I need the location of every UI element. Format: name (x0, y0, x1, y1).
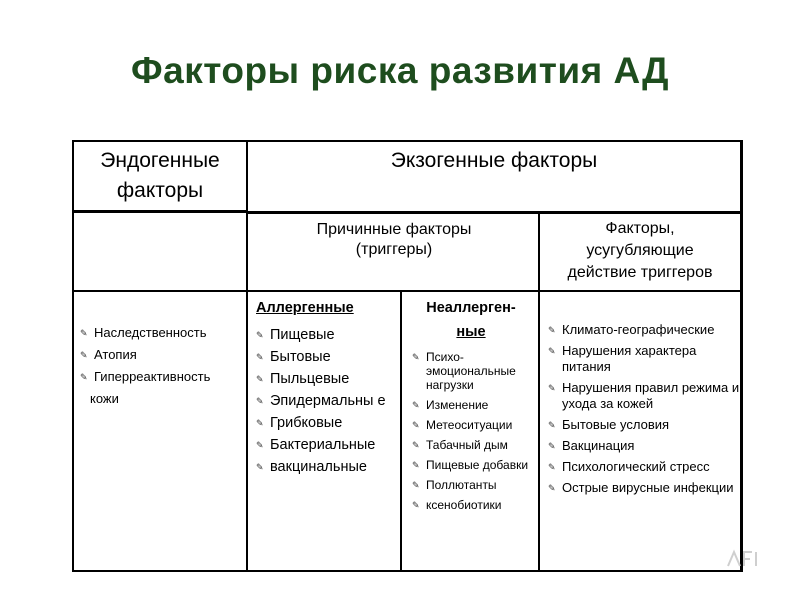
list-item-label: Табачный дым (426, 438, 508, 452)
pen-bullet-icon: ✎ (80, 372, 88, 382)
pen-bullet-icon: ✎ (548, 462, 556, 472)
pen-bullet-icon: ✎ (412, 352, 420, 362)
table-border-top (72, 140, 742, 142)
list-item-label: Поллютанты (426, 478, 497, 492)
list-item-label: Нарушения правил режима и ухода за кожей (562, 380, 740, 411)
nonallergenic-heading-line1: Неаллерген- (426, 300, 516, 316)
pen-bullet-icon: ✎ (548, 441, 556, 451)
pen-bullet-icon: ✎ (256, 352, 264, 362)
exogenous-header: Экзогенные факторы (390, 149, 598, 172)
list-item-label: Грибковые (270, 415, 343, 431)
list-item (256, 390, 396, 412)
aggravating-list (548, 322, 740, 501)
list-item-label: Атопия (94, 347, 137, 362)
list-item (412, 498, 540, 512)
subheader-bottom (72, 290, 742, 292)
list-item-label: Вакцинация (562, 438, 635, 453)
list-item (548, 322, 740, 338)
pen-bullet-icon: ✎ (548, 483, 556, 493)
list-item (412, 438, 540, 452)
list-item-label: Наследственность (94, 325, 207, 340)
list-item-label: Изменение (426, 398, 489, 412)
list-item-label: Психо-эмоциональные нагрузки (426, 350, 516, 392)
pen-bullet-icon: ✎ (548, 383, 556, 393)
watermark-logo-icon (724, 542, 764, 572)
page-title: Факторы риска развития АД (131, 50, 669, 91)
endogenous-header-line2: факторы (116, 179, 204, 202)
pen-bullet-icon: ✎ (412, 400, 420, 410)
nonallergenic-heading-line2: ные (456, 324, 486, 340)
endogenous-header (74, 146, 246, 206)
aggravating-header-line1: Факторы, (605, 220, 675, 237)
pen-bullet-icon: ✎ (256, 330, 264, 340)
list-item (412, 398, 540, 412)
list-item-label: Психологический стресс (562, 459, 710, 474)
list-item-label: Гиперреактивность (94, 369, 211, 384)
pen-bullet-icon: ✎ (256, 374, 264, 384)
list-item (256, 324, 396, 346)
list-item-label: Бактериальные (270, 437, 376, 453)
pen-bullet-icon: ✎ (256, 418, 264, 428)
causal-header-line2: (триггеры) (355, 241, 433, 258)
list-item-label: Пищевые добавки (426, 458, 529, 472)
list-item (548, 459, 740, 475)
header-bottom-left (72, 210, 248, 213)
pen-bullet-icon: ✎ (548, 325, 556, 335)
list-item (256, 434, 396, 456)
allergenic-list (256, 324, 396, 478)
list-item-label: Острые вирусные инфекции (562, 480, 734, 495)
list-item (256, 412, 396, 434)
aggravating-factors-header (542, 218, 738, 284)
aggravating-header-line3: действие триггеров (567, 264, 713, 281)
list-item-label: Климато-географические (562, 322, 715, 337)
pen-bullet-icon: ✎ (412, 480, 420, 490)
list-item-label: вакцинальные (270, 459, 367, 475)
endogenous-list (80, 322, 248, 410)
list-item-label: Бытовые (270, 349, 331, 365)
list-item (80, 344, 248, 366)
list-item (256, 456, 396, 478)
header-bottom-right (246, 211, 742, 214)
list-item (548, 480, 740, 496)
list-item (412, 350, 540, 392)
pen-bullet-icon: ✎ (412, 420, 420, 430)
list-item (548, 438, 740, 454)
list-item (412, 478, 540, 492)
list-item (548, 380, 740, 412)
pen-bullet-icon: ✎ (412, 500, 420, 510)
list-item-label: Нарушения характера питания (562, 343, 697, 374)
pen-bullet-icon: ✎ (256, 396, 264, 406)
list-item (412, 418, 540, 432)
list-item (412, 458, 540, 472)
list-item-label: Пищевые (270, 327, 335, 343)
list-item (256, 346, 396, 368)
pen-bullet-icon: ✎ (256, 440, 264, 450)
list-item-continuation: кожи (90, 391, 119, 406)
list-item (548, 343, 740, 375)
list-item-label: Бытовые условия (562, 417, 670, 432)
list-item-label: Эпидермальны е (270, 393, 386, 409)
list-item (80, 366, 248, 388)
list-item (548, 417, 740, 433)
list-item (80, 322, 248, 344)
pen-bullet-icon: ✎ (548, 420, 556, 430)
list-item-label: ксенобиотики (426, 498, 502, 512)
endogenous-header-line1: Эндогенные (100, 149, 220, 172)
pen-bullet-icon: ✎ (412, 440, 420, 450)
pen-bullet-icon: ✎ (548, 346, 556, 356)
table-border-bottom (72, 570, 742, 572)
list-item-label: Метеоситуации (426, 418, 513, 432)
allergen-divider (400, 292, 402, 572)
list-item (256, 368, 396, 390)
aggravating-header-line2: усугубляющие (586, 242, 694, 259)
causal-header-line1: Причинные факторы (316, 221, 472, 238)
pen-bullet-icon: ✎ (256, 462, 264, 472)
pen-bullet-icon: ✎ (412, 460, 420, 470)
table-border-right (740, 140, 743, 572)
causal-factors-header (250, 220, 538, 260)
pen-bullet-icon: ✎ (80, 328, 88, 338)
list-item-label: Пыльцевые (270, 371, 350, 387)
allergenic-heading: Аллергенные (256, 300, 354, 316)
pen-bullet-icon: ✎ (80, 350, 88, 360)
nonallergenic-list (412, 350, 540, 518)
